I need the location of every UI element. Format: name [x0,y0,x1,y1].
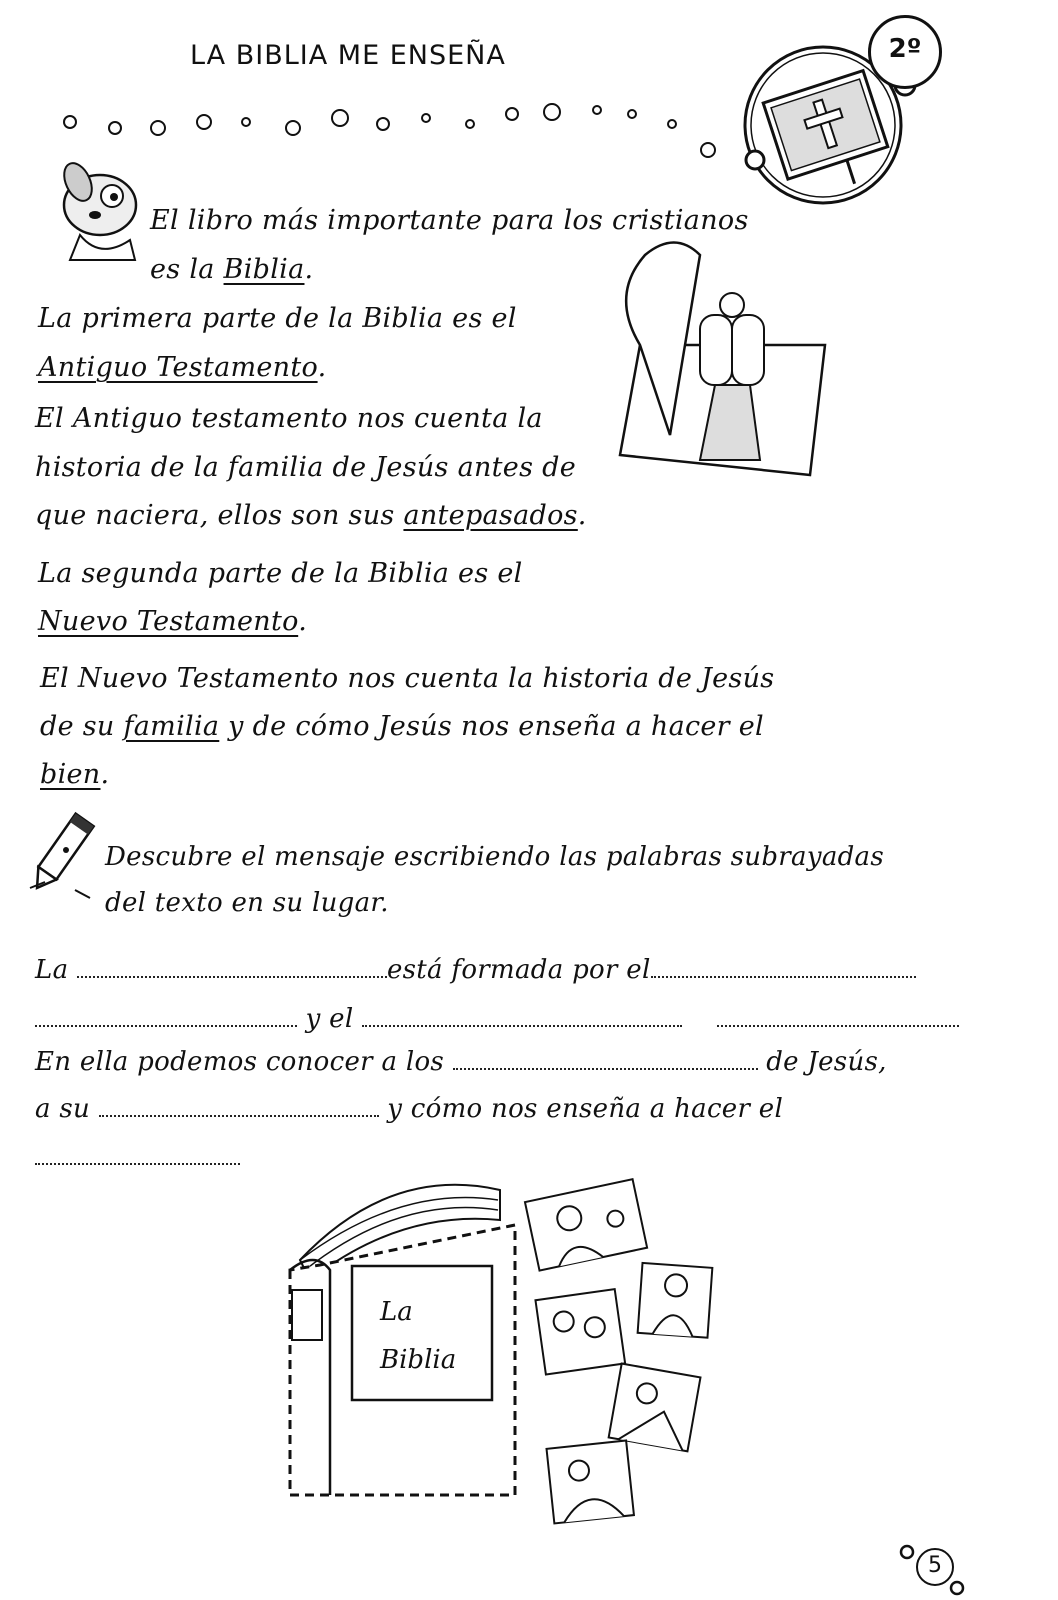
exercise-line1: La está formada por el [35,955,916,985]
exercise-line5 [35,1142,240,1172]
text-p3-line1: El Antiguo testamento nos cuenta la [35,403,543,434]
moses-book-illustration [600,235,840,475]
blank-2[interactable] [651,956,916,978]
underlined-word-bien: bien [40,759,101,790]
text-p4-line1: La segunda parte de la Biblia es el [38,558,523,589]
book-cover-word-la: La [380,1297,413,1327]
blank-4[interactable] [362,1005,682,1027]
blank-3[interactable] [35,1005,297,1027]
exercise-line2: y el [35,1004,959,1034]
text-p5-line3: bien. [40,759,110,790]
book-cover-word-biblia: Biblia [380,1345,457,1375]
bible-scenes-illustration [505,1180,725,1540]
exercise-line3: En ella podemos conocer a los de Jesús, [35,1047,887,1077]
blank-8[interactable] [35,1143,240,1165]
text-p5-line2: de su familia y de cómo Jesús nos enseña a hacer el [40,711,764,742]
blank-6[interactable] [453,1048,758,1070]
page-number: 5 [916,1548,954,1586]
page-title: LA BIBLIA ME ENSEÑA [190,40,506,71]
text-p1-line1: El libro más importante para los cristianos [150,205,749,236]
instruction-line2: del texto en su lugar. [105,888,389,918]
exercise-line4: a su y cómo nos enseña a hacer el [35,1094,784,1124]
text-p5-line1: El Nuevo Testamento nos cuenta la historia de Jesús [40,663,775,694]
text-p2-line2: Antiguo Testamento. [38,352,327,383]
dog-mascot-illustration [40,160,150,270]
pencil-mascot-icon [20,810,110,900]
text-p3-line3: que naciera, ellos son sus antepasados. [35,500,587,531]
underlined-word-biblia: Biblia [223,254,305,285]
grade-badge: 2º [868,15,942,89]
instruction-line1: Descubre el mensaje escribiendo las palabras subrayadas [105,842,885,872]
text-p3-line2: historia de la familia de Jesús antes de [35,452,576,483]
blank-7[interactable] [99,1095,379,1117]
underlined-word-antiguo-testamento: Antiguo Testamento [38,352,318,383]
underlined-word-nuevo-testamento: Nuevo Testamento [38,606,299,637]
underlined-word-antepasados: antepasados [403,500,578,531]
text-p1-line2: es la Biblia. [150,254,314,285]
blank-1[interactable] [77,956,387,978]
text-p4-line2: Nuevo Testamento. [38,606,308,637]
underlined-word-familia: familia [123,711,220,742]
blank-5[interactable] [717,1005,959,1027]
text-p2-line1: La primera parte de la Biblia es el [38,303,517,334]
